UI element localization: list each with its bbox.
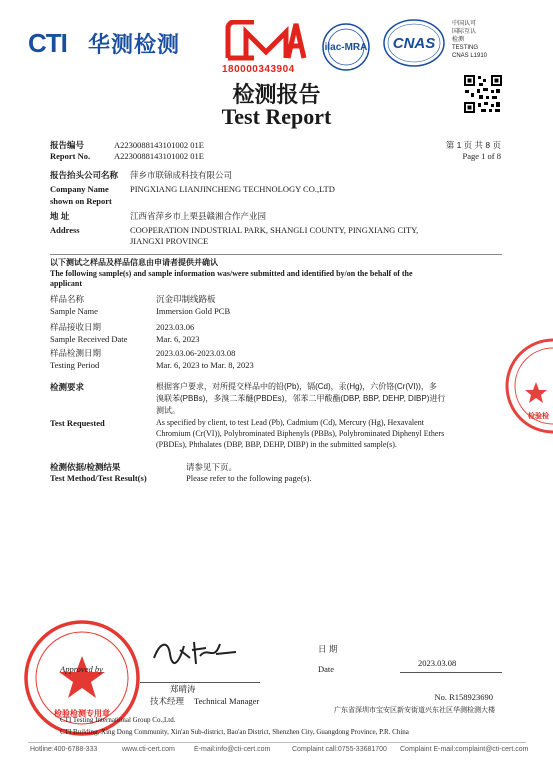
cma-logo — [224, 20, 308, 62]
address-value-cn: 江西省萍乡市上栗县赣湘合作产业园 — [130, 211, 267, 221]
sample-name-label-en: Sample Name — [50, 306, 98, 316]
organization-address-en: CTI Building, Xing Dong Community, Xin'an Sub-district, Bao'an District, Shenzhen City, Guangdong Province, P.R. China — [60, 728, 409, 736]
approver-title-en: Technical Manager — [194, 696, 260, 706]
report-no-value: A2230088143101002 01E — [114, 140, 204, 150]
sample-name-label-cn: 样品名称 — [50, 294, 85, 304]
sample-intro-cn: 以下测试之样品及样品信息由申请者提供并确认 — [50, 258, 218, 267]
cnas-line: 检测 — [452, 37, 465, 43]
test-requested-cn: 溴联苯(PBBs)，多溴二苯醚(PBDEs)，邻苯二甲酸酯(DBP, BBP, DEHP, DIBP)进行 — [156, 394, 446, 403]
test-requested-label-en: Test Requested — [50, 418, 105, 428]
signature-image — [150, 636, 240, 670]
svg-text:ilac-MRA: ilac-MRA — [324, 42, 368, 53]
sample-intro-en: The following sample(s) and sample information was/were submitted and identified by/on the behalf of the — [50, 269, 413, 278]
approved-by-label: Approved by — [60, 664, 103, 674]
footer-complaint-call: Complaint call:0755-33681700 — [292, 746, 387, 753]
svg-text:检验检: 检验检 — [528, 412, 549, 420]
organization-name: CTI Testing International Group Co.,Ltd. — [60, 716, 176, 724]
address-value-en: JIANGXI PROVINCE — [130, 236, 209, 246]
sample-received-value: 2023.03.06 — [156, 322, 195, 332]
cti-chinese-name: 华测检测 — [88, 32, 181, 57]
testing-period-label-cn: 样品检测日期 — [50, 348, 102, 358]
company-label-cn: 报告抬头公司名称 — [50, 170, 119, 180]
test-requested-label-cn: 检测要求 — [50, 382, 85, 392]
method-value-en: Please refer to the following page(s). — [186, 473, 312, 483]
inspection-seal-right — [498, 336, 553, 436]
sample-name-value-en: Immersion Gold PCB — [156, 306, 231, 316]
title-chinese: 检测报告 — [232, 83, 321, 108]
sample-intro-en: applicant — [50, 279, 83, 288]
cnas-line: TESTING — [452, 45, 479, 51]
sample-received-value: Mar. 6, 2023 — [156, 334, 200, 344]
testing-period-value: 2023.03.06-2023.03.08 — [156, 348, 236, 358]
approver-title-cn: 技术经理 — [150, 696, 185, 706]
test-requested-en: (PBDEs), Phthalates (DBP, BBP, DEHP, DIBP) in the submitted sample(s). — [156, 440, 397, 449]
title-english: Test Report — [221, 104, 332, 129]
report-no-label-en: Report No. — [50, 151, 91, 161]
svg-text:检验检测专用章: 检验检测专用章 — [54, 709, 110, 718]
company-value-cn: 萍乡市联锦成科技有限公司 — [130, 170, 233, 180]
footer-website[interactable]: www.cti-cert.com — [122, 746, 175, 753]
approver-name: 郑晴涛 — [170, 684, 196, 694]
cti-logo: CTI — [28, 28, 67, 58]
signature-line — [140, 682, 260, 683]
cnas-line: CNAS L1910 — [452, 53, 488, 59]
date-label-cn: 日 期 — [318, 644, 338, 654]
company-value-en: PINGXIANG LIANJINCHENG TECHNOLOGY CO.,LTD — [130, 184, 335, 194]
testing-period-label-en: Testing Period — [50, 360, 100, 370]
page-number-en: Page 1 of 8 — [462, 151, 501, 161]
sample-name-value-cn: 沉金印制线路板 — [156, 294, 216, 304]
cma-number: 180000343904 — [222, 64, 295, 75]
date-label-en: Date — [318, 664, 335, 674]
footer-hotline: Hotline:400-6788-333 — [30, 746, 98, 753]
footer-complaint-email[interactable]: Complaint E-mail:complaint@cti-cert.com — [400, 746, 529, 753]
test-requested-en: As specified by client, to test Lead (Pb), Cadmium (Cd), Mercury (Hg), Hexavalent — [156, 418, 424, 427]
page-number-cn: 第 1 页 共 8 页 — [445, 140, 501, 150]
ilac-mra-logo — [318, 22, 374, 72]
certificate-number: No. R158923690 — [434, 692, 493, 702]
sample-received-label-cn: 样品接收日期 — [50, 322, 102, 332]
test-requested-en: Chromium (Cr(VI)), Polybrominated Biphenyls (PBBs), Polybrominated Diphenyl Ethers — [156, 429, 445, 438]
cnas-logo — [382, 18, 446, 68]
test-requested-cn: 根据客户要求，对所提交样品中的铅(Pb)，镉(Cd)，汞(Hg)，六价铬(Cr(VI))，多 — [156, 382, 437, 391]
company-label-en: shown on Report — [50, 196, 112, 206]
footer-email[interactable]: E-mail:info@cti-cert.com — [194, 746, 271, 753]
sample-received-label-en: Sample Received Date — [50, 334, 128, 344]
company-label-en: Company Name — [50, 184, 109, 194]
address-label-en: Address — [50, 225, 80, 235]
method-label-cn: 检测依据/检测结果 — [50, 462, 121, 472]
report-no-value: A2230088143101002 01E — [114, 151, 204, 161]
svg-text:CNAS: CNAS — [392, 35, 436, 52]
organization-address-cn: 广东省深圳市宝安区新安街道兴东社区华测检测大楼 — [334, 707, 495, 714]
address-value-en: COOPERATION INDUSTRIAL PARK, SHANGLI COUNTY, PINGXIANG CITY, — [130, 225, 419, 235]
divider — [50, 254, 502, 255]
report-no-label-cn: 报告编号 — [50, 140, 85, 150]
method-label-en: Test Method/Test Result(s) — [50, 473, 147, 483]
cnas-line: 中国认可 — [452, 21, 477, 27]
date-value: 2023.03.08 — [418, 658, 457, 668]
test-requested-cn: 测试。 — [156, 406, 180, 415]
address-label-cn: 地 址 — [50, 211, 70, 221]
footer-divider — [28, 742, 526, 743]
cnas-accreditation-text — [452, 20, 487, 60]
date-line — [400, 672, 502, 673]
cnas-line: 国际互认 — [452, 29, 477, 35]
testing-period-value: Mar. 6, 2023 to Mar. 8, 2023 — [156, 360, 254, 370]
method-value-cn: 请参见下页。 — [186, 462, 238, 472]
